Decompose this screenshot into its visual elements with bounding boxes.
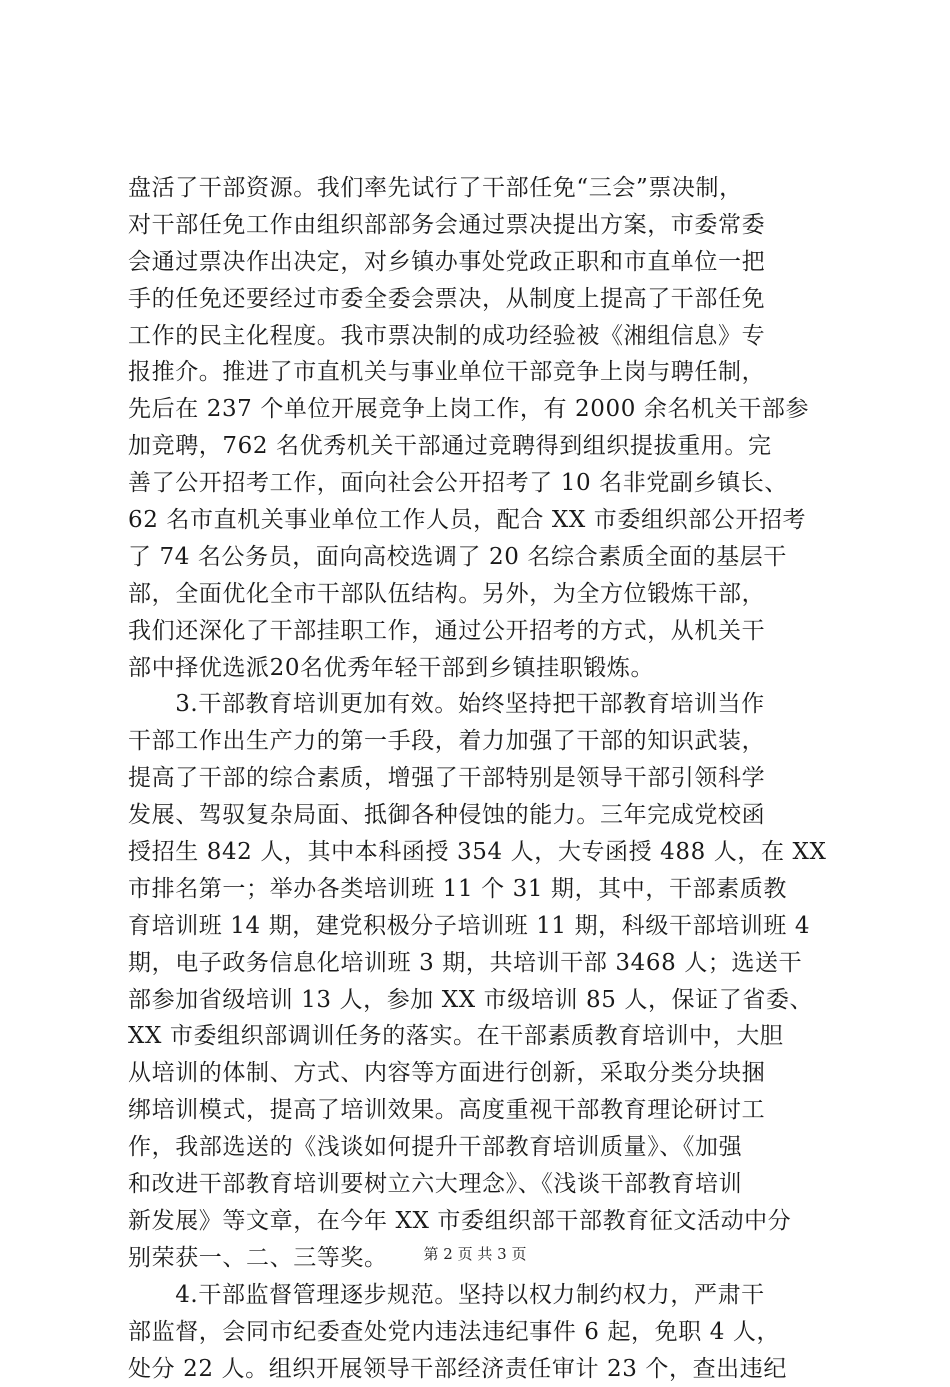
- body-line: 新发展》等文章，在今年 XX 市委组织部干部教育征文活动中分: [128, 1203, 833, 1240]
- body-line: 别荣获一、二、三等奖。: [128, 1240, 833, 1277]
- body-line: 绑培训模式，提高了培训效果。高度重视干部教育理论研讨工: [128, 1092, 833, 1129]
- body-line: 我们还深化了干部挂职工作，通过公开招考的方式，从机关干: [128, 613, 833, 650]
- body-line: 62 名市直机关事业单位工作人员，配合 XX 市委组织部公开招考: [128, 502, 833, 539]
- body-line: 了 74 名公务员，面向高校选调了 20 名综合素质全面的基层干: [128, 539, 833, 576]
- body-line: 授招生 842 人，其中本科函授 354 人，大专函授 488 人，在 XX: [128, 834, 833, 871]
- body-line: 育培训班 14 期，建党积极分子培训班 11 期，科级干部培训班 4: [128, 908, 833, 945]
- body-line: 手的任免还要经过市委全委会票决，从制度上提高了干部任免: [128, 281, 833, 318]
- body-line: 对干部任免工作由组织部部务会通过票决提出方案，市委常委: [128, 207, 833, 244]
- body-line: 善了公开招考工作，面向社会公开招考了 10 名非党副乡镇长、: [128, 465, 833, 502]
- body-line: 部中择优选派20名优秀年轻干部到乡镇挂职锻炼。: [128, 650, 833, 687]
- body-line: 部，全面优化全市干部队伍结构。另外，为全方位锻炼干部，: [128, 576, 833, 613]
- body-line: 发展、驾驭复杂局面、抵御各种侵蚀的能力。三年完成党校函: [128, 797, 833, 834]
- body-line: 和改进干部教育培训要树立六大理念》、《浅谈干部教育培训: [128, 1166, 833, 1203]
- body-line: 加竞聘，762 名优秀机关干部通过竞聘得到组织提拔重用。完: [128, 428, 833, 465]
- body-line: 市排名第一；举办各类培训班 11 个 31 期，其中，干部素质教: [128, 871, 833, 908]
- body-line: XX 市委组织部调训任务的落实。在干部素质教育培训中，大胆: [128, 1018, 833, 1055]
- body-line: 期，电子政务信息化培训班 3 期，共培训干部 3468 人；选送干: [128, 945, 833, 982]
- body-line: 工作的民主化程度。我市票决制的成功经验被《湘组信息》专: [128, 318, 833, 355]
- body-line: 作，我部选送的《浅谈如何提升干部教育培训质量》、《加强: [128, 1129, 833, 1166]
- page-number-footer: 第 2 页 共 3 页: [0, 1244, 950, 1264]
- body-line: 从培训的体制、方式、内容等方面进行创新，采取分类分块捆: [128, 1055, 833, 1092]
- body-line: 盘活了干部资源。我们率先试行了干部任免“三会”票决制，: [128, 170, 833, 207]
- body-line: 会通过票决作出决定，对乡镇办事处党政正职和市直单位一把: [128, 244, 833, 281]
- body-line: 部监督，会同市纪委查处党内违法违纪事件 6 起，免职 4 人，: [128, 1314, 833, 1351]
- body-line: 先后在 237 个单位开展竞争上岗工作，有 2000 余名机关干部参: [128, 391, 833, 428]
- body-line: 报推介。推进了市直机关与事业单位干部竞争上岗与聘任制，: [128, 354, 833, 391]
- document-body: [128, 170, 833, 1387]
- body-line: 部参加省级培训 13 人，参加 XX 市级培训 85 人，保证了省委、: [128, 982, 833, 1019]
- body-line: 3.干部教育培训更加有效。始终坚持把干部教育培训当作: [128, 686, 833, 723]
- body-line: 处分 22 人。组织开展领导干部经济责任审计 23 个，查出违纪: [128, 1351, 833, 1387]
- body-line: 干部工作出生产力的第一手段，着力加强了干部的知识武装，: [128, 723, 833, 760]
- body-line: 提高了干部的综合素质，增强了干部特别是领导干部引领科学: [128, 760, 833, 797]
- body-line: 4.干部监督管理逐步规范。坚持以权力制约权力，严肃干: [128, 1277, 833, 1314]
